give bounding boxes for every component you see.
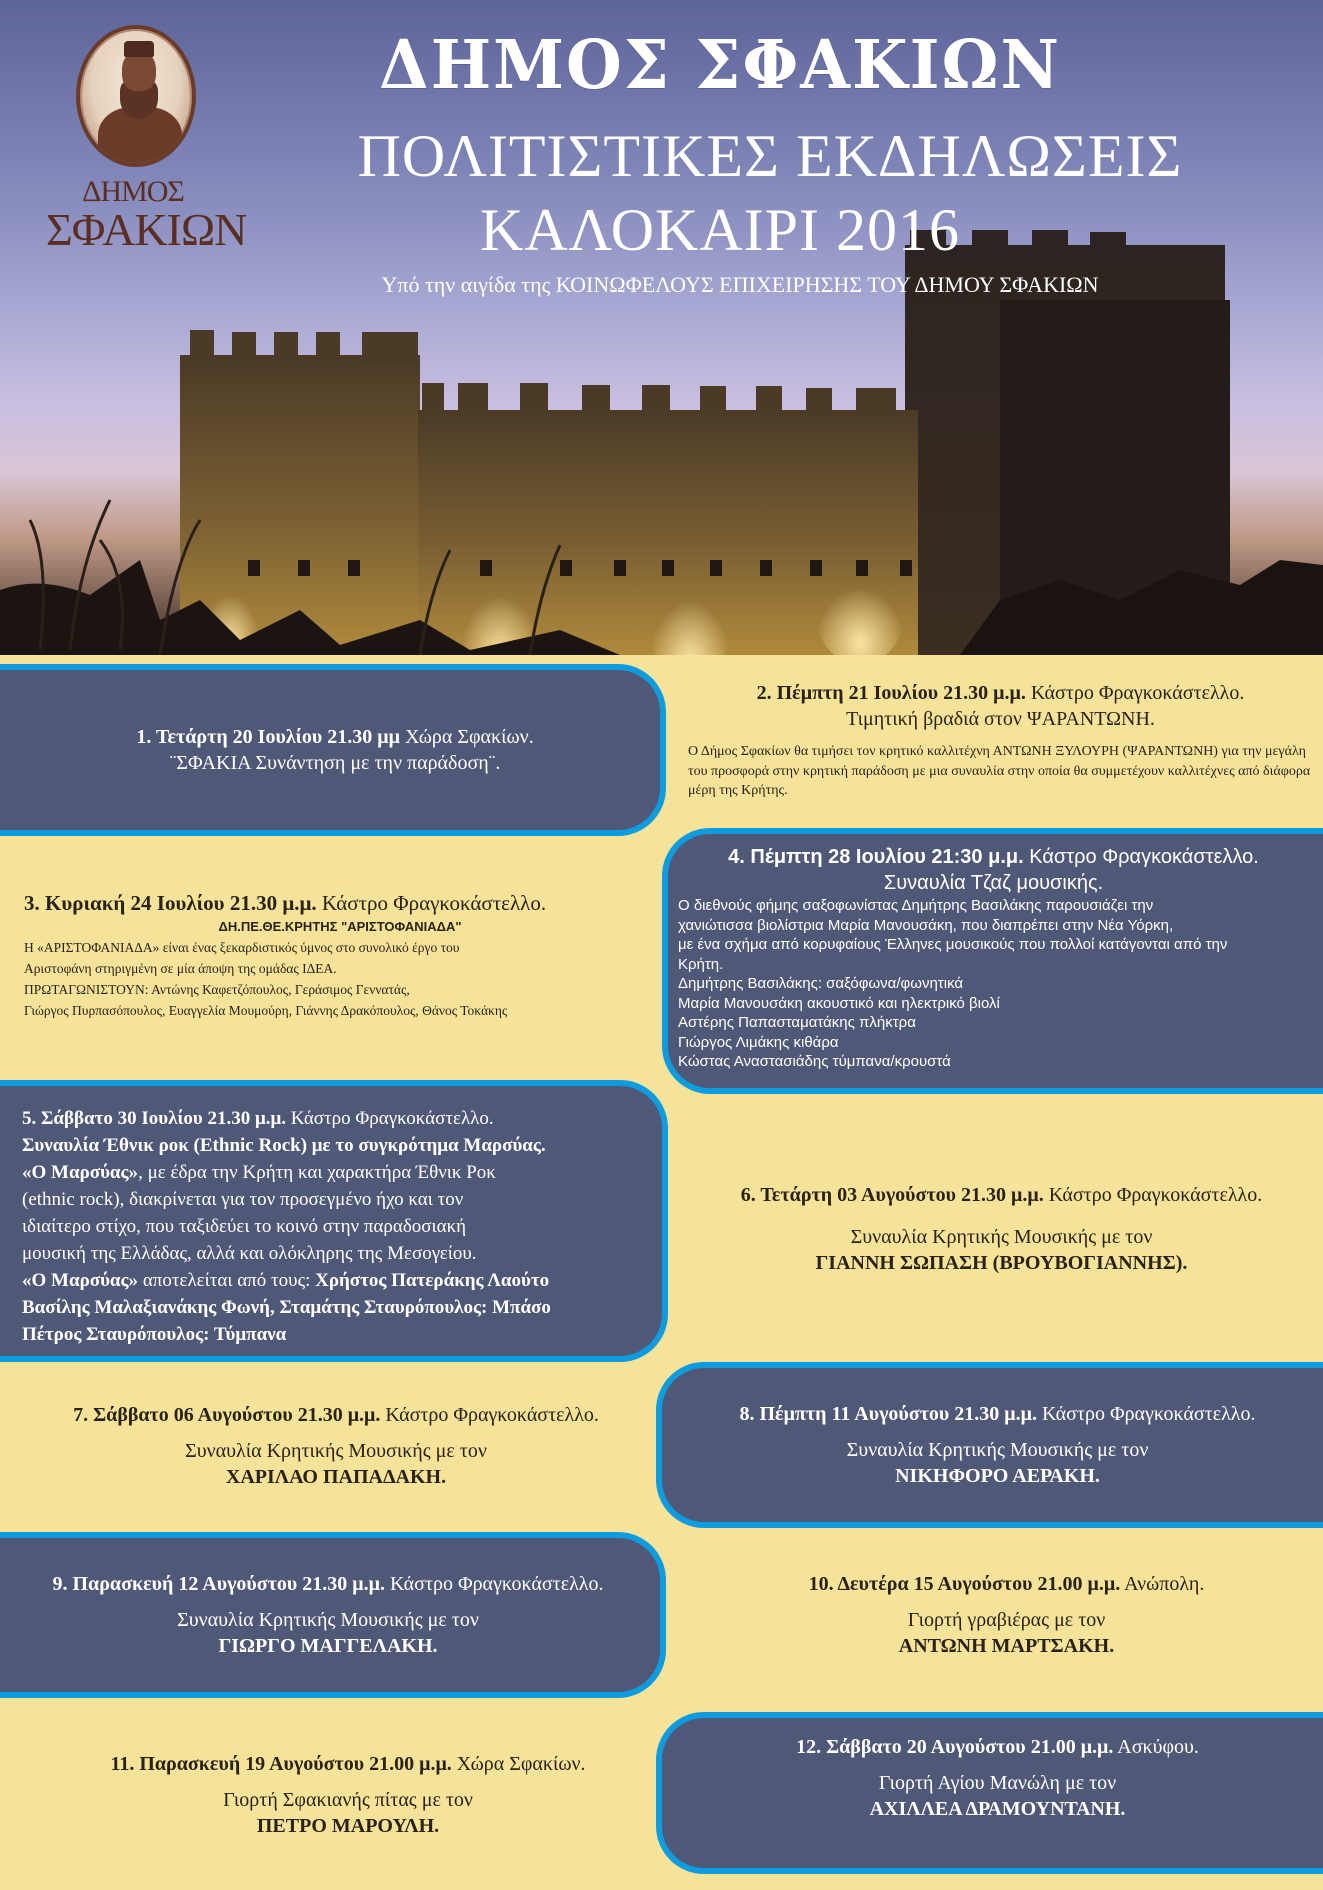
band-member: Πέτρος Σταυρόπουλος: Τύμπανα (22, 1323, 287, 1345)
event-description-line: Κρήτη. (678, 955, 724, 973)
event-description: Ο Δήμος Σφακίων θα τιμήσει τον κρητικό καλλιτέχνη ΑΝΤΩΝΗ ΞΥΛΟΥΡΗ (ΨΑΡΑΝΤΩΝΗ) για την μεγάλη του προσφορά στην κρητική παράδοση με μια συναυλία στην οποία θα συμμετέχουν καλλιτέχνες από διάφορα μέρη της Κρήτης. (688, 744, 1311, 799)
event-date: 5. Σάββατο 30 Ιουλίου 21.30 μ.μ. (22, 1108, 287, 1129)
event-description-line: μουσική της Ελλάδας, αλλά και ολόκληρης της Μεσογείου. (22, 1242, 477, 1264)
event-place: Κάστρο Φραγκοκάστελλο. (1030, 682, 1245, 704)
event-artist: ΑΝΤΩΝΗ ΜΑΡΤΣΑΚΗ. (898, 1635, 1115, 1657)
event-description-line: ΠΡΩΤΑΓΩΝΙΣΤΟΥΝ: Αντώνης Καφετζόπουλος, Γεράσιμος Γεννατάς, (24, 982, 410, 998)
event-date: 2. Πέμπτη 21 Ιουλίου 21.30 μ.μ. (756, 682, 1026, 704)
event-card-6 (670, 1098, 1323, 1360)
event-date: 8. Πέμπτη 11 Αυγούστου 21.30 μ.μ. (739, 1403, 1037, 1425)
event-description-line: Ο διεθνούς φήμης σαξοφωνίστας Δημήτρης Βασιλάκης παρουσιάζει την (678, 897, 1154, 914)
aegis-note: Υπό την αιγίδα της ΚΟΙΝΩΦΕΛΟΥΣ ΕΠΙΧΕΙΡΗΣΗΣ ΤΟΥ ΔΗΜΟΥ ΣΦΑΚΙΩΝ (381, 272, 1099, 297)
event-title: Γιορτή Σφακιανής πίτας με τον (223, 1789, 473, 1811)
hero-banner (0, 0, 1323, 655)
event-artist: ΓΙΑΝΝΗ ΣΩΠΑΣΗ (ΒΡΟΥΒΟΓΙΑΝΝΗΣ). (815, 1252, 1188, 1274)
event-place: Ασκύφου. (1117, 1736, 1199, 1758)
event-date: 4. Πέμπτη 28 Ιουλίου 21:30 μ.μ. (728, 846, 1024, 868)
portrait-medallion-icon (76, 25, 196, 167)
members-intro: αποτελείται από τους: (142, 1269, 311, 1291)
event-date: 10. Δευτέρα 15 Αυγούστου 21.00 μ.μ. (808, 1573, 1121, 1595)
event-place: Κάστρο Φραγκοκάστελλο. (385, 1404, 599, 1426)
event-title: ΔΗ.ΠΕ.ΘΕ.ΚΡΗΤΗΣ "ΑΡΙΣΤΟΦΑΝΙΑΔΑ" (218, 919, 462, 935)
event-title: Τιμητική βραδιά στον ΨΑΡΑΝΤΩΝΗ. (846, 708, 1155, 730)
band-name: «Ο Μαρσύας» (22, 1269, 139, 1291)
logo-text-line1: ΔΗΜΟΣ (82, 175, 184, 208)
event-card-12 (656, 1712, 1323, 1874)
band-member: Βασίλης Μαλαξιανάκης Φωνή, Σταμάτης Σταυρόπουλος: Μπάσο (22, 1296, 551, 1318)
event-description-line: με ένα σχήμα από κορυφαίους Έλληνες μουσικούς που πολλοί κατάγονται από την (678, 936, 1228, 953)
event-place: Κάστρο Φραγκοκάστελλο. (290, 1108, 494, 1129)
event-artist: ΧΑΡΙΛΑΟ ΠΑΠΑΔΑΚΗ. (225, 1466, 447, 1488)
event-place: Κάστρο Φραγκοκάστελλο. (1029, 846, 1259, 868)
event-title: Συναυλία Κρητικής Μουσικής με τον (846, 1439, 1149, 1461)
event-card-1 (0, 664, 666, 836)
page-title: ΔΗΜΟΣ ΣΦΑΚΙΩΝ (379, 26, 1061, 105)
event-title: Συναυλία Κρητικής Μουσικής με τον (177, 1609, 479, 1631)
event-place: Κάστρο Φραγκοκάστελλο. (321, 891, 547, 915)
event-description-line: Μαρία Μανουσάκη ακουστικό και ηλεκτρικό βιολί (678, 994, 1000, 1012)
event-card-7 (0, 1364, 662, 1528)
event-date: 11. Παρασκευή 19 Αυγούστου 21.00 μ.μ. (110, 1753, 452, 1775)
event-description-line: Αριστοφάνη στηριγμένη σε μία άποψη της ομάδας ΙΔΕΑ. (24, 961, 337, 977)
event-description-line: Δημήτρης Βασιλάκης: σαξόφωνα/φωνητικά (678, 975, 964, 992)
event-place: Ανώπολη. (1124, 1573, 1205, 1595)
event-title: Γιορτή Αγίου Μανώλη με τον (878, 1772, 1117, 1794)
event-artist: ΓΙΩΡΓΟ ΜΑΓΓΕΛΑΚΗ. (218, 1635, 438, 1657)
event-card-2 (670, 664, 1323, 824)
municipality-logo (46, 25, 248, 255)
band-member: Χρήστος Πατεράκης Λαούτο (315, 1269, 550, 1291)
event-artist: ΑΧΙΛΛΕΑ ΔΡΑΜΟΥΝΤΑΝΗ. (869, 1798, 1126, 1820)
event-artist: ΠΕΤΡΟ ΜΑΡΟΥΛΗ. (256, 1815, 440, 1837)
event-card-8 (656, 1362, 1323, 1528)
event-card-11 (0, 1700, 666, 1890)
event-title: Γιορτή γραβιέρας με τον (907, 1609, 1106, 1631)
logo-text-line2: ΣΦΑΚΙΩΝ (46, 204, 247, 255)
event-description-line: Γιώργος Λιμάκης κιθάρα (678, 1033, 839, 1051)
event-place: Κάστρο Φραγκοκάστελλο. (1041, 1403, 1256, 1425)
event-artist: ΝΙΚΗΦΟΡΟ ΑΕΡΑΚΗ. (895, 1465, 1100, 1487)
event-card-3 (0, 840, 666, 1080)
event-place: Κάστρο Φραγκοκάστελλο. (389, 1573, 604, 1595)
event-title: Συναυλία Έθνικ ροκ (Ethnic Rock) με το συγκρότημα Μαρσύας. (22, 1134, 546, 1156)
event-description-line: χανιώτισσα βιολίστρια Μαρία Μανουσάκη, που διαπρέπει στην Νέα Υόρκη, (678, 916, 1174, 934)
event-place: Χώρα Σφακίων. (456, 1753, 586, 1775)
event-description-line: (ethnic rock), διακρίνεται για τον προσεγμένο ήχο και τον (22, 1188, 464, 1210)
event-title: Συναυλία Τζαζ μουσικής. (883, 872, 1104, 894)
event-description-line: Αστέρης Παπασταματάκης πλήκτρα (678, 1014, 916, 1031)
event-date: 6. Τετάρτη 03 Αυγούστου 21.30 μ.μ. (740, 1184, 1044, 1206)
event-date: 7. Σάββατο 06 Αυγούστου 21.30 μ.μ. (73, 1404, 381, 1426)
event-card-5 (0, 1080, 668, 1362)
event-card-10 (670, 1530, 1323, 1700)
event-title: ¨ΣΦΑΚΙΑ Συνάντηση με την παράδοση¨. (169, 752, 501, 774)
event-card-9 (0, 1532, 666, 1698)
page-subtitle: ΠΟΛΙΤΙΣΤΙΚΕΣ ΕΚΔΗΛΩΣΕΙΣ (357, 123, 1183, 189)
event-description-line: Γιώργος Πυρπασόπουλος, Ευαγγελία Μουμούρη, Γιάννης Δρακόπουλος, Θάνος Τοκάκης (24, 1003, 508, 1019)
season-year: ΚΑΛΟΚΑΙΡΙ 2016 (479, 197, 961, 263)
event-title: Συναυλία Κρητικής Μουσικής με τον (850, 1226, 1153, 1248)
event-title: Συναυλία Κρητικής Μουσικής με τον (185, 1440, 487, 1462)
event-place: Χώρα Σφακίων. (404, 726, 534, 748)
event-card-4 (662, 828, 1323, 1094)
event-date: 1. Τετάρτη 20 Ιουλίου 21.30 μμ (136, 726, 400, 748)
event-description-line: Η «ΑΡΙΣΤΟΦΑΝΙΑΔΑ» είναι ένας ξεκαρδιστικός ύμνος στο συνολικό έργο του (24, 940, 460, 956)
event-description-line: ιδιαίτερο στίχο, που ταξιδεύει το κοινό στην παραδοσιακή (22, 1215, 467, 1237)
event-place: Κάστρο Φραγκοκάστελλο. (1048, 1184, 1263, 1206)
event-date: 12. Σάββατο 20 Αυγούστου 21.00 μ.μ. (796, 1736, 1114, 1758)
event-date: 3. Κυριακή 24 Ιουλίου 21.30 μ.μ. (24, 891, 317, 915)
event-description-line: Κώστας Αναστασιάδης τύμπανα/κρουστά (678, 1053, 951, 1070)
event-description-line: , με έδρα την Κρήτη και χαρακτήρα Έθνικ Ροκ (138, 1161, 496, 1183)
band-name: «Ο Μαρσύας» (22, 1161, 139, 1183)
event-date: 9. Παρασκευή 12 Αυγούστου 21.30 μ.μ. (52, 1573, 385, 1595)
